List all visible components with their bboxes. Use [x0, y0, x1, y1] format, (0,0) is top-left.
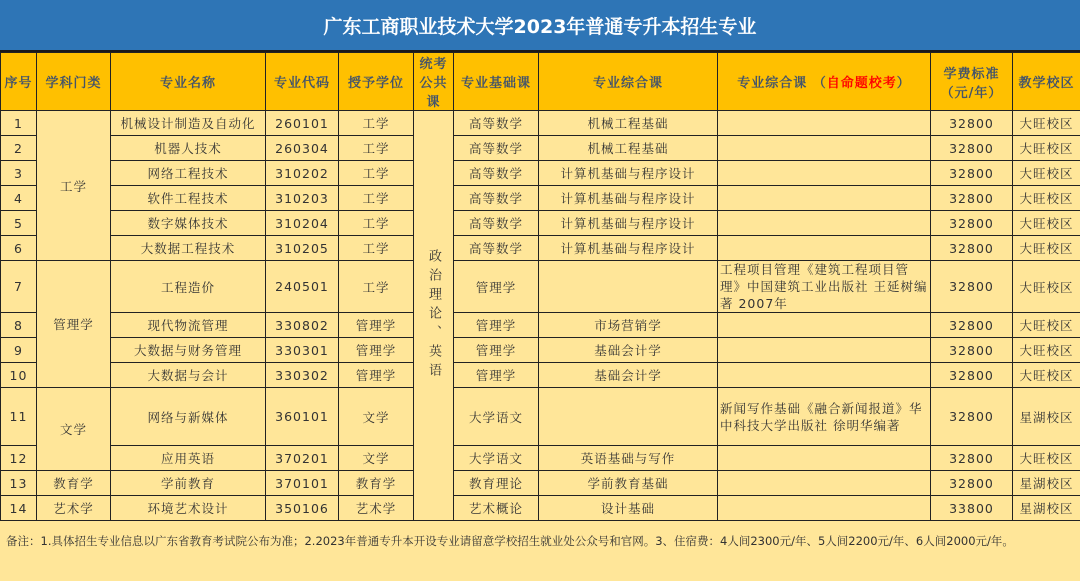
header-campus: 教学校区: [1013, 53, 1080, 111]
degree: 管理学: [339, 313, 414, 338]
table-row: [1, 313, 1080, 338]
major-code: 370101: [266, 471, 339, 496]
major-code: 310202: [266, 161, 339, 186]
major-name: 学前教育: [111, 471, 266, 496]
basic-course: 艺术概论: [454, 496, 539, 521]
page-title: 广东工商职业技术大学2023年普通专升本招生专业: [0, 0, 1080, 52]
comprehensive-course: 学前教育基础: [539, 471, 718, 496]
campus: 星湖校区: [1013, 471, 1080, 496]
major-name: 应用英语: [111, 446, 266, 471]
basic-course: 管理学: [454, 313, 539, 338]
basic-course: 管理学: [454, 363, 539, 388]
header-public: 统考公共课: [414, 53, 454, 111]
row-number: 7: [1, 261, 37, 313]
major-code: 240501: [266, 261, 339, 313]
self-exam-course: [718, 446, 931, 471]
row-number: 9: [1, 338, 37, 363]
table-row: [1, 471, 1080, 496]
self-exam-course: [718, 338, 931, 363]
degree: 工学: [339, 111, 414, 136]
degree: 工学: [339, 236, 414, 261]
row-number: 6: [1, 236, 37, 261]
self-exam-course: [718, 236, 931, 261]
campus: 大旺校区: [1013, 338, 1080, 363]
category-cell: 工学: [37, 111, 111, 261]
header-comp2-label: 专业综合课 （: [737, 76, 827, 91]
row-number: 1: [1, 111, 37, 136]
header-basic: 专业基础课: [454, 53, 539, 111]
campus: 大旺校区: [1013, 211, 1080, 236]
major-name: 大数据与财务管理: [111, 338, 266, 363]
comprehensive-course: 机械工程基础: [539, 111, 718, 136]
category-cell: 管理学: [37, 261, 111, 388]
degree: 管理学: [339, 338, 414, 363]
comprehensive-course: 基础会计学: [539, 338, 718, 363]
degree: 工学: [339, 136, 414, 161]
category-cell: 文学: [37, 388, 111, 471]
self-exam-course: [718, 496, 931, 521]
major-code: 330301: [266, 338, 339, 363]
row-number: 4: [1, 186, 37, 211]
campus: 大旺校区: [1013, 236, 1080, 261]
campus: 大旺校区: [1013, 363, 1080, 388]
comprehensive-course: 市场营销学: [539, 313, 718, 338]
self-exam-course: [718, 111, 931, 136]
header-comp2-red: 自命题校考: [827, 76, 897, 91]
table-row: [1, 111, 1080, 136]
major-name: 现代物流管理: [111, 313, 266, 338]
header-degree: 授予学位: [339, 53, 414, 111]
row-number: 10: [1, 363, 37, 388]
degree: 工学: [339, 186, 414, 211]
major-code: 350106: [266, 496, 339, 521]
table-row: [1, 496, 1080, 521]
major-name: 机器人技术: [111, 136, 266, 161]
comprehensive-course: 计算机基础与程序设计: [539, 161, 718, 186]
basic-course: 高等数学: [454, 111, 539, 136]
row-number: 8: [1, 313, 37, 338]
self-exam-course: [718, 136, 931, 161]
basic-course: 大学语文: [454, 446, 539, 471]
table-row: [1, 388, 1080, 446]
major-name: 数字媒体技术: [111, 211, 266, 236]
major-code: 330302: [266, 363, 339, 388]
tuition-fee: 32800: [931, 261, 1013, 313]
tuition-fee: 32800: [931, 363, 1013, 388]
table-row: [1, 363, 1080, 388]
comprehensive-course: 计算机基础与程序设计: [539, 186, 718, 211]
comprehensive-course: 英语基础与写作: [539, 446, 718, 471]
table-row: [1, 236, 1080, 261]
comprehensive-course: 机械工程基础: [539, 136, 718, 161]
self-exam-course: [718, 161, 931, 186]
major-code: 330802: [266, 313, 339, 338]
campus: 大旺校区: [1013, 136, 1080, 161]
tuition-fee: 32800: [931, 446, 1013, 471]
degree: 工学: [339, 261, 414, 313]
row-number: 14: [1, 496, 37, 521]
comprehensive-course: 计算机基础与程序设计: [539, 211, 718, 236]
table-row: [1, 161, 1080, 186]
comprehensive-course: 计算机基础与程序设计: [539, 236, 718, 261]
major-name: 大数据与会计: [111, 363, 266, 388]
degree: 管理学: [339, 363, 414, 388]
degree: 艺术学: [339, 496, 414, 521]
tuition-fee: 32800: [931, 211, 1013, 236]
basic-course: 高等数学: [454, 186, 539, 211]
row-number: 2: [1, 136, 37, 161]
campus: 大旺校区: [1013, 313, 1080, 338]
major-name: 网络工程技术: [111, 161, 266, 186]
tuition-fee: 32800: [931, 161, 1013, 186]
degree: 工学: [339, 161, 414, 186]
major-name: 机械设计制造及自动化: [111, 111, 266, 136]
major-name: 软件工程技术: [111, 186, 266, 211]
campus: 大旺校区: [1013, 111, 1080, 136]
category-cell: 艺术学: [37, 496, 111, 521]
tuition-fee: 33800: [931, 496, 1013, 521]
row-number: 11: [1, 388, 37, 446]
row-number: 3: [1, 161, 37, 186]
self-exam-course: [718, 471, 931, 496]
major-name: 环境艺术设计: [111, 496, 266, 521]
table-row: [1, 338, 1080, 363]
header-fee: 学费标准（元/年）: [931, 53, 1013, 111]
basic-course: 管理学: [454, 338, 539, 363]
campus: 星湖校区: [1013, 388, 1080, 446]
header-category: 学科门类: [37, 53, 111, 111]
degree: 文学: [339, 388, 414, 446]
row-number: 13: [1, 471, 37, 496]
degree: 文学: [339, 446, 414, 471]
self-exam-course: 新闻写作基础《融合新闻报道》华中科技大学出版社 徐明华编著: [718, 388, 931, 446]
header-code: 专业代码: [266, 53, 339, 111]
self-exam-course: 工程项目管理《建筑工程项目管理》中国建筑工业出版社 王延树编著 2007年: [718, 261, 931, 313]
major-code: 310204: [266, 211, 339, 236]
degree: 工学: [339, 211, 414, 236]
campus: 大旺校区: [1013, 261, 1080, 313]
tuition-fee: 32800: [931, 471, 1013, 496]
basic-course: 教育理论: [454, 471, 539, 496]
header-comp: 专业综合课: [539, 53, 718, 111]
header-no: 序号: [1, 53, 37, 111]
basic-course: 高等数学: [454, 236, 539, 261]
tuition-fee: 32800: [931, 111, 1013, 136]
degree: 教育学: [339, 471, 414, 496]
major-code: 310205: [266, 236, 339, 261]
tuition-fee: 32800: [931, 338, 1013, 363]
campus: 大旺校区: [1013, 161, 1080, 186]
major-code: 260304: [266, 136, 339, 161]
table-row: [1, 186, 1080, 211]
row-number: 12: [1, 446, 37, 471]
major-code: 310203: [266, 186, 339, 211]
major-code: 360101: [266, 388, 339, 446]
campus: 大旺校区: [1013, 186, 1080, 211]
tuition-fee: 32800: [931, 388, 1013, 446]
basic-course: 高等数学: [454, 211, 539, 236]
public-course-cell: [414, 111, 454, 521]
major-name: 工程造价: [111, 261, 266, 313]
major-code: 260101: [266, 111, 339, 136]
table-row: [1, 261, 1080, 313]
basic-course: 管理学: [454, 261, 539, 313]
campus: 星湖校区: [1013, 496, 1080, 521]
table-row: [1, 136, 1080, 161]
footnote: 备注：1.具体招生专业信息以广东省教育考试院公布为准；2.2023年普通专升本开设专业请留意学校招生就业处公众号和官网。3、住宿费：4人间2300元/年、5人间2200元/年、6人间2000元/年。: [0, 521, 1080, 581]
header-comp2: [718, 53, 931, 111]
self-exam-course: [718, 363, 931, 388]
header-row: [1, 53, 1080, 111]
tuition-fee: 32800: [931, 186, 1013, 211]
basic-course: 高等数学: [454, 136, 539, 161]
comprehensive-course: 基础会计学: [539, 363, 718, 388]
tuition-fee: 32800: [931, 136, 1013, 161]
tuition-fee: 32800: [931, 236, 1013, 261]
comprehensive-course: [539, 388, 718, 446]
category-cell: 教育学: [37, 471, 111, 496]
row-number: 5: [1, 211, 37, 236]
basic-course: 大学语文: [454, 388, 539, 446]
self-exam-course: [718, 186, 931, 211]
self-exam-course: [718, 211, 931, 236]
table-row: [1, 211, 1080, 236]
tuition-fee: 32800: [931, 313, 1013, 338]
majors-table: [0, 52, 1080, 521]
self-exam-course: [718, 313, 931, 338]
header-major: 专业名称: [111, 53, 266, 111]
major-code: 370201: [266, 446, 339, 471]
major-name: 大数据工程技术: [111, 236, 266, 261]
header-comp2-suffix: ）: [897, 76, 911, 91]
comprehensive-course: 设计基础: [539, 496, 718, 521]
table-row: [1, 446, 1080, 471]
basic-course: 高等数学: [454, 161, 539, 186]
campus: 大旺校区: [1013, 446, 1080, 471]
major-name: 网络与新媒体: [111, 388, 266, 446]
comprehensive-course: [539, 261, 718, 313]
public-course: 政治理论、英语: [424, 249, 443, 382]
